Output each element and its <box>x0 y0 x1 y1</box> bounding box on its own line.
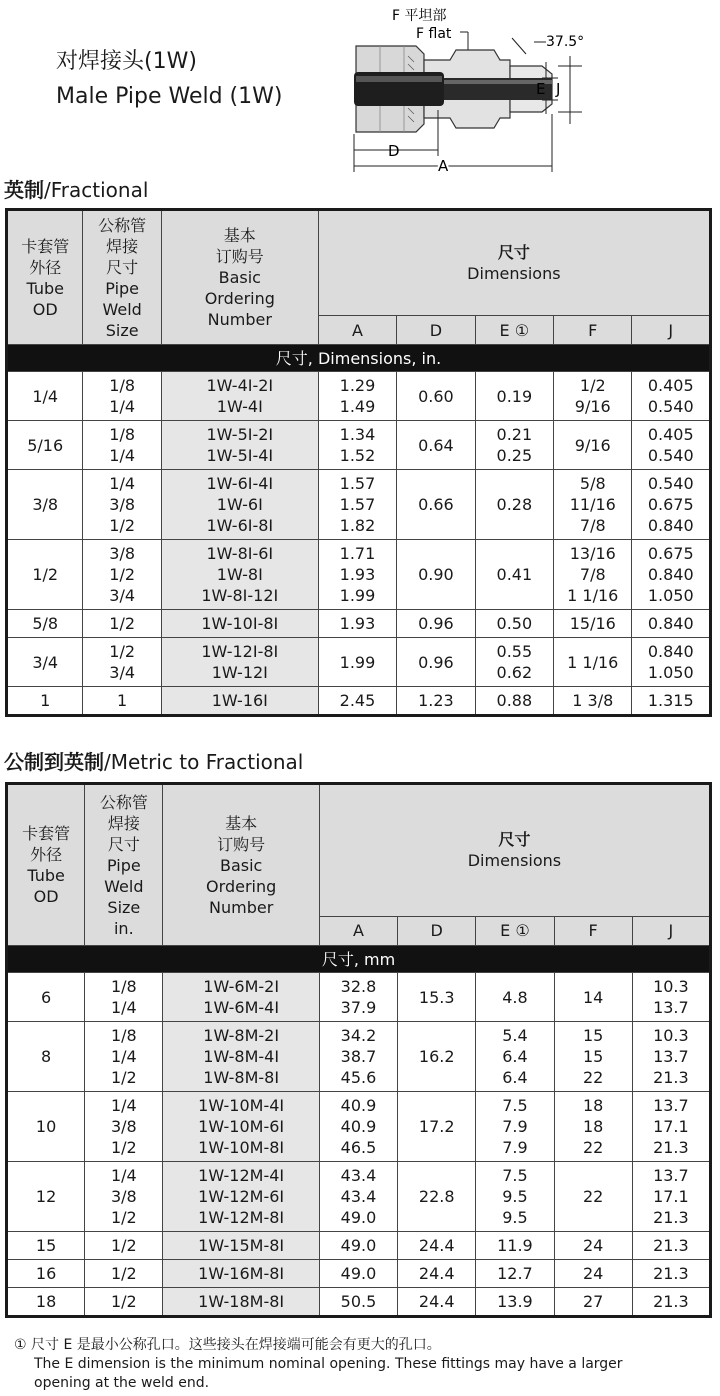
cell-dim-e: 4.8 <box>476 973 554 1022</box>
table-row <box>7 1288 711 1317</box>
cell-tube-od: 16 <box>7 1260 85 1288</box>
table-row <box>7 540 711 610</box>
header-pipe-weld-size: 公称管 焊接 尺寸 Pipe Weld Size <box>83 210 161 345</box>
cell-dim-a: 49.0 <box>319 1260 397 1288</box>
cell-dim-e: 0.19 <box>475 372 553 421</box>
cell-dim-d: 0.66 <box>397 470 475 540</box>
metric-table <box>5 782 712 1318</box>
cell-dim-f: 5/8 11/16 7/8 <box>554 470 632 540</box>
cell-pipe-weld-size: 1 <box>83 687 161 716</box>
table-row <box>7 1162 711 1232</box>
cell-dim-j: 0.540 0.675 0.840 <box>632 470 711 540</box>
header-basic-ordering-number: 基本 订购号 Basic Ordering Number <box>161 210 318 345</box>
footnote-cn: ① 尺寸 E 是最小公称孔口。这些接头在焊接端可能会有更大的孔口。 <box>14 1337 441 1353</box>
cell-dim-d: 17.2 <box>398 1092 476 1162</box>
fractional-title-cn: 英制 <box>4 178 44 202</box>
cell-dim-d: 1.23 <box>397 687 475 716</box>
cell-dim-f: 13/16 7/8 1 1/16 <box>554 540 632 610</box>
table-row <box>7 372 711 421</box>
header-dimensions-en: Dimensions <box>467 851 562 871</box>
cell-dim-f: 24 <box>554 1232 632 1260</box>
cell-dim-e: 0.21 0.25 <box>475 421 553 470</box>
footnote <box>14 1336 714 1393</box>
unit-row: 尺寸, Dimensions, in. <box>7 345 711 372</box>
cell-pipe-weld-size: 1/2 3/4 <box>83 638 161 687</box>
cell-dim-d: 0.96 <box>397 610 475 638</box>
cell-dim-f: 27 <box>554 1288 632 1317</box>
cell-pipe-weld-size: 1/4 3/8 1/2 <box>85 1092 163 1162</box>
diagram-f-label-en: F flat <box>416 26 452 42</box>
cell-ordering-number: 1W-5I-2I 1W-5I-4I <box>161 421 318 470</box>
cell-dim-d: 16.2 <box>398 1022 476 1092</box>
table-row <box>7 1260 711 1288</box>
cell-dim-a: 32.8 37.9 <box>319 973 397 1022</box>
table-row <box>7 973 711 1022</box>
diagram-f-label-cn: F 平坦部 <box>392 8 447 24</box>
cell-dim-a: 1.99 <box>318 638 396 687</box>
cell-dim-e: 7.5 7.9 7.9 <box>476 1092 554 1162</box>
cell-dim-a: 2.45 <box>318 687 396 716</box>
cell-dim-j: 10.3 13.7 <box>632 973 710 1022</box>
metric-title-en: /Metric to Fractional <box>104 750 304 774</box>
footnote-en-1: The E dimension is the minimum nominal opening. These fittings may have a larger <box>34 1356 623 1372</box>
cell-tube-od: 1/2 <box>7 540 83 610</box>
cell-dim-j: 1.315 <box>632 687 711 716</box>
cell-dim-j: 0.405 0.540 <box>632 372 711 421</box>
cell-ordering-number: 1W-8M-2I 1W-8M-4I 1W-8M-8I <box>163 1022 319 1092</box>
cell-dim-f: 15 15 22 <box>554 1022 632 1092</box>
cell-tube-od: 1 <box>7 687 83 716</box>
diagram-angle-label: 37.5° <box>546 34 585 50</box>
cell-dim-j: 0.405 0.540 <box>632 421 711 470</box>
metric-title-cn: 公制到英制 <box>4 750 104 774</box>
fractional-title-en: /Fractional <box>44 178 149 202</box>
footnote-en-2: opening at the weld end. <box>34 1375 210 1391</box>
cell-dim-a: 43.4 43.4 49.0 <box>319 1162 397 1232</box>
cell-tube-od: 10 <box>7 1092 85 1162</box>
cell-dim-e: 12.7 <box>476 1260 554 1288</box>
cell-dim-j: 0.675 0.840 1.050 <box>632 540 711 610</box>
cell-tube-od: 3/4 <box>7 638 83 687</box>
table-row <box>7 1232 711 1260</box>
header-col-e: E ① <box>476 916 554 945</box>
cell-dim-j: 0.840 <box>632 610 711 638</box>
cell-ordering-number: 1W-8I-6I 1W-8I 1W-8I-12I <box>161 540 318 610</box>
cell-tube-od: 3/8 <box>7 470 83 540</box>
cell-dim-d: 0.90 <box>397 540 475 610</box>
diagram-a-label: A <box>438 157 449 175</box>
cell-pipe-weld-size: 1/8 1/4 1/2 <box>85 1022 163 1092</box>
cell-ordering-number: 1W-4I-2I 1W-4I <box>161 372 318 421</box>
cell-dim-d: 0.60 <box>397 372 475 421</box>
cell-tube-od: 12 <box>7 1162 85 1232</box>
cell-pipe-weld-size: 1/2 <box>85 1288 163 1317</box>
header-col-j: J <box>632 916 710 945</box>
product-title-cn: 对焊接头(1W) <box>56 49 197 74</box>
cell-tube-od: 1/4 <box>7 372 83 421</box>
cell-ordering-number: 1W-6I-4I 1W-6I 1W-6I-8I <box>161 470 318 540</box>
cell-dim-d: 0.96 <box>397 638 475 687</box>
header-basic-ordering-number: 基本 订购号 Basic Ordering Number <box>163 784 319 946</box>
header-col-e: E ① <box>475 316 553 345</box>
cell-tube-od: 15 <box>7 1232 85 1260</box>
cell-pipe-weld-size: 1/8 1/4 <box>83 421 161 470</box>
header-tube-od: 卡套管 外径 Tube OD <box>7 784 85 946</box>
cell-dim-a: 1.29 1.49 <box>318 372 396 421</box>
cell-dim-a: 1.57 1.57 1.82 <box>318 470 396 540</box>
header-col-d: D <box>397 316 475 345</box>
cell-dim-d: 24.4 <box>398 1232 476 1260</box>
cell-pipe-weld-size: 3/8 1/2 3/4 <box>83 540 161 610</box>
product-title-en: Male Pipe Weld (1W) <box>56 84 283 109</box>
diagram-j-label: J <box>556 80 561 98</box>
diagram-d-label: D <box>388 142 400 160</box>
header-col-a: A <box>319 916 397 945</box>
cell-dim-j: 21.3 <box>632 1260 710 1288</box>
header-col-f: F <box>554 916 632 945</box>
header-dimensions <box>318 210 710 316</box>
fractional-table <box>5 208 712 717</box>
header-col-d: D <box>398 916 476 945</box>
cell-dim-a: 1.93 <box>318 610 396 638</box>
table-row <box>7 610 711 638</box>
fractional-rows <box>7 372 711 716</box>
cell-dim-a: 34.2 38.7 45.6 <box>319 1022 397 1092</box>
cell-dim-e: 11.9 <box>476 1232 554 1260</box>
header-tube-od: 卡套管 外径 Tube OD <box>7 210 83 345</box>
cell-dim-j: 13.7 17.1 21.3 <box>632 1162 710 1232</box>
cell-dim-e: 0.50 <box>475 610 553 638</box>
cell-dim-a: 1.71 1.93 1.99 <box>318 540 396 610</box>
table-row <box>7 638 711 687</box>
cell-tube-od: 18 <box>7 1288 85 1317</box>
cell-dim-j: 13.7 17.1 21.3 <box>632 1092 710 1162</box>
metric-rows <box>7 973 711 1317</box>
cell-dim-e: 0.88 <box>475 687 553 716</box>
cell-tube-od: 5/16 <box>7 421 83 470</box>
cell-dim-e: 0.55 0.62 <box>475 638 553 687</box>
cell-dim-a: 1.34 1.52 <box>318 421 396 470</box>
cell-dim-d: 0.64 <box>397 421 475 470</box>
fractional-section-title <box>4 174 148 203</box>
header-dimensions-cn: 尺寸 <box>497 243 530 262</box>
cell-dim-f: 14 <box>554 973 632 1022</box>
cell-dim-f: 9/16 <box>554 421 632 470</box>
cell-ordering-number: 1W-16M-8I <box>163 1260 319 1288</box>
diagram-e-label: E <box>536 80 546 98</box>
cell-dim-a: 40.9 40.9 46.5 <box>319 1092 397 1162</box>
cell-dim-f: 15/16 <box>554 610 632 638</box>
cell-dim-a: 49.0 <box>319 1232 397 1260</box>
header-col-j: J <box>632 316 711 345</box>
cell-tube-od: 6 <box>7 973 85 1022</box>
cell-ordering-number: 1W-18M-8I <box>163 1288 319 1317</box>
cell-pipe-weld-size: 1/2 <box>83 610 161 638</box>
cell-ordering-number: 1W-12I-8I 1W-12I <box>161 638 318 687</box>
cell-dim-e: 7.5 9.5 9.5 <box>476 1162 554 1232</box>
cell-ordering-number: 1W-6M-2I 1W-6M-4I <box>163 973 319 1022</box>
cell-pipe-weld-size: 1/2 <box>85 1260 163 1288</box>
cell-dim-j: 21.3 <box>632 1288 710 1317</box>
cell-dim-d: 24.4 <box>398 1288 476 1317</box>
cell-dim-f: 1 3/8 <box>554 687 632 716</box>
cell-ordering-number: 1W-12M-4I 1W-12M-6I 1W-12M-8I <box>163 1162 319 1232</box>
cell-dim-e: 0.28 <box>475 470 553 540</box>
cell-dim-f: 24 <box>554 1260 632 1288</box>
header-dimensions <box>319 784 710 917</box>
cell-dim-j: 10.3 13.7 21.3 <box>632 1022 710 1092</box>
cell-dim-e: 0.41 <box>475 540 553 610</box>
cell-dim-e: 5.4 6.4 6.4 <box>476 1022 554 1092</box>
cell-pipe-weld-size: 1/4 3/8 1/2 <box>85 1162 163 1232</box>
header-col-f: F <box>554 316 632 345</box>
cell-tube-od: 5/8 <box>7 610 83 638</box>
cell-pipe-weld-size: 1/2 <box>85 1232 163 1260</box>
cell-dim-d: 22.8 <box>398 1162 476 1232</box>
product-header <box>0 0 720 176</box>
cell-dim-f: 1 1/16 <box>554 638 632 687</box>
cell-pipe-weld-size: 1/8 1/4 <box>83 372 161 421</box>
header-pipe-weld-size: 公称管 焊接 尺寸 Pipe Weld Size in. <box>85 784 163 946</box>
table-row <box>7 470 711 540</box>
cell-dim-f: 1/2 9/16 <box>554 372 632 421</box>
cell-dim-e: 13.9 <box>476 1288 554 1317</box>
cell-ordering-number: 1W-16I <box>161 687 318 716</box>
cell-ordering-number: 1W-15M-8I <box>163 1232 319 1260</box>
header-dimensions-en: Dimensions <box>467 264 561 283</box>
cell-tube-od: 8 <box>7 1022 85 1092</box>
cell-dim-f: 22 <box>554 1162 632 1232</box>
cell-dim-d: 24.4 <box>398 1260 476 1288</box>
table-row <box>7 1092 711 1162</box>
cell-dim-f: 18 18 22 <box>554 1092 632 1162</box>
cell-pipe-weld-size: 1/4 3/8 1/2 <box>83 470 161 540</box>
cell-dim-d: 15.3 <box>398 973 476 1022</box>
table-row <box>7 421 711 470</box>
table-row <box>7 1022 711 1092</box>
header-col-a: A <box>318 316 396 345</box>
table-row <box>7 687 711 716</box>
cell-dim-a: 50.5 <box>319 1288 397 1317</box>
cell-ordering-number: 1W-10I-8I <box>161 610 318 638</box>
cell-pipe-weld-size: 1/8 1/4 <box>85 973 163 1022</box>
cell-dim-j: 21.3 <box>632 1232 710 1260</box>
cell-ordering-number: 1W-10M-4I 1W-10M-6I 1W-10M-8I <box>163 1092 319 1162</box>
unit-row: 尺寸, mm <box>7 946 711 973</box>
metric-section-title <box>4 746 303 775</box>
fitting-diagram <box>320 0 720 176</box>
cell-dim-j: 0.840 1.050 <box>632 638 711 687</box>
header-dimensions-cn: 尺寸 <box>498 830 531 850</box>
